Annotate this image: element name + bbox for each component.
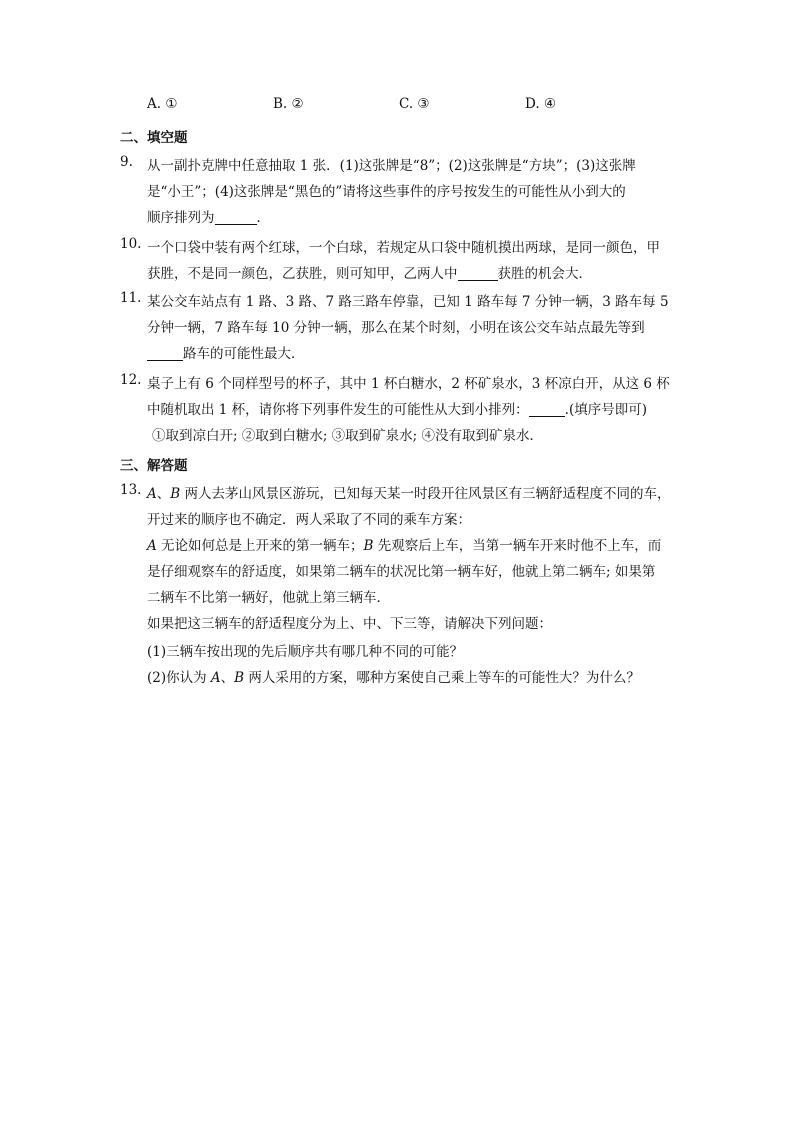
q11-line-1: 某公交车站点有 1 路、3 路、7 路三路车停靠，已知 1 路车每 7 分钟一辆，3 路车每 5 <box>147 294 669 310</box>
q9-line-3-text: 顺序排列为 <box>147 210 215 226</box>
q10-line-1: 一个口袋中装有两个红球，一个白球，若规定从口袋中随机摸出两球，是同一颜色，甲 <box>147 240 660 256</box>
q10-line-2-text: 获胜，不是同一颜色，乙获胜，则可知甲，乙两人中 <box>147 266 458 282</box>
q13-line-1-text: 两人去茅山风景区游玩，已知每天某一时段开往风景区有三辆舒适程度不同的车， <box>180 486 671 502</box>
q9-answer-blank[interactable] <box>215 210 257 225</box>
q9-line-3 <box>147 206 270 226</box>
q11-line-3-text: 路车的可能性最大． <box>183 346 305 362</box>
q12-answer-blank[interactable] <box>529 402 565 417</box>
q13-person-b: B <box>170 486 181 502</box>
q11-number: 11. <box>120 290 142 306</box>
option-a: A. ① <box>147 96 178 112</box>
q13-line-6: 如果把这三辆车的舒适程度分为上、中、下三等，请解决下列问题： <box>147 616 552 632</box>
q13-sub2-person-b: B <box>234 670 245 686</box>
q9-line-3-end: ． <box>256 210 270 226</box>
q12-line-2-text: 中随机取出 1 杯，请你将下列事件发生的可能性从大到小排列： <box>147 402 529 418</box>
q13-sub2-start: (2)你认为 <box>147 670 211 686</box>
q13-sub2-end: 两人采用的方案，哪种方案使自己乘上等车的可能性大？为什么？ <box>244 670 640 686</box>
q13-line-3 <box>147 534 661 554</box>
q10-line-2-end: 获胜的机会大． <box>497 266 592 282</box>
q13-plan-b-text: 先观察后上车，当第一辆车开来时他不上车，而 <box>373 538 662 554</box>
q13-line-4: 是仔细观察车的舒适度，如果第二辆车的状况比第一辆车好，他就上第二辆车; 如果第 <box>147 564 656 580</box>
q13-sep: 、 <box>156 486 171 502</box>
q12-number: 12. <box>120 372 142 388</box>
q12-line-2 <box>147 398 647 418</box>
q12-line-3: ①取到凉白开; ②取到白糖水; ③取到矿泉水; ④没有取到矿泉水． <box>152 428 544 444</box>
section-answer-title: 三、解答题 <box>120 458 188 474</box>
q13-line-5: 二辆车不比第一辆好，他就上第三辆车． <box>147 590 390 606</box>
q10-number: 10. <box>120 236 142 252</box>
q12-line-1: 桌子上有 6 个同样型号的杯子，其中 1 杯白糖水，2 杯矿泉水，3 杯凉白开，从这 6 杯 <box>147 376 670 392</box>
q13-sub2-person-a: A <box>210 670 221 686</box>
q9-line-2: 是“小王”；(4)这张牌是“黑色的”请将这些事件的序号按发生的可能性从小到大的 <box>147 184 626 200</box>
section-fill-in-title: 二、填空题 <box>120 130 188 146</box>
q13-subquestion-1: (1)三辆车按出现的先后顺序共有哪几种不同的可能？ <box>147 644 464 660</box>
q9-line-1: 从一副扑克牌中任意抽取 1 张．(1)这张牌是“8”；(2)这张牌是“方块”；(3)这张牌 <box>147 158 636 174</box>
q11-answer-blank[interactable] <box>147 346 183 361</box>
q9-number: 9. <box>120 154 133 170</box>
q13-subquestion-2 <box>147 666 640 686</box>
option-b: B. ② <box>273 96 304 112</box>
option-d: D. ④ <box>525 96 557 112</box>
q10-line-2 <box>147 262 592 282</box>
q13-plan-b-person: B <box>363 538 374 554</box>
q13-plan-a-text: 无论如何总是上开来的第一辆车； <box>156 538 364 554</box>
q12-line-2-end: .(填序号即可) <box>564 402 647 418</box>
q13-line-2: 开过来的顺序也不确定．两人采取了不同的乘车方案： <box>147 512 471 528</box>
option-c: C. ③ <box>399 96 430 112</box>
q8-options <box>147 96 707 118</box>
q13-sub2-sep: 、 <box>220 670 235 686</box>
q11-line-3 <box>147 342 305 362</box>
q13-plan-a-person: A <box>147 538 157 554</box>
q10-answer-blank[interactable] <box>458 266 498 281</box>
q11-line-2: 分钟一辆，7 路车每 10 分钟一辆，那么在某个时刻，小明在该公交车站点最先等到 <box>147 320 645 336</box>
q13-number: 13. <box>120 482 142 498</box>
q13-person-a: A <box>147 486 157 502</box>
q13-line-1 <box>147 482 670 502</box>
